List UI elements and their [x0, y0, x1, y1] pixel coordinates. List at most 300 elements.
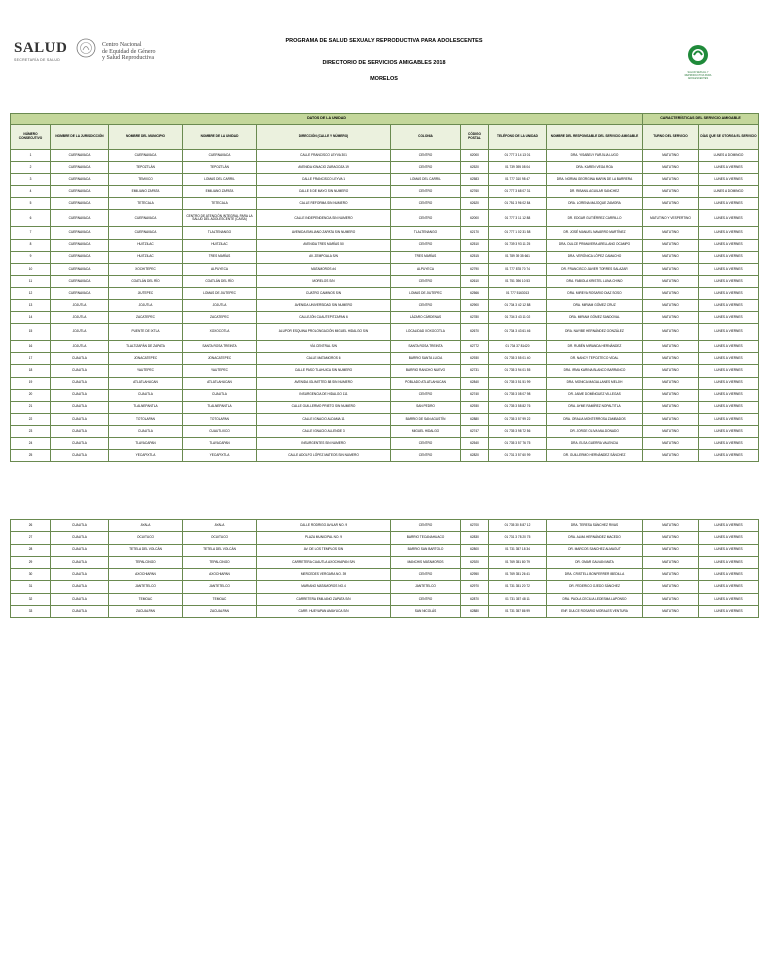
table-cell: CUERNAVACA [51, 198, 109, 210]
table-cell: 62731 [461, 365, 489, 377]
table-cell: 01 739 3 93 11 25 [489, 239, 547, 251]
table-cell: CALLE MATAMOROS 6 [257, 353, 391, 365]
table-cell: AYALA [109, 520, 183, 532]
table-cell: DRA. FABIOLA KRISTEL LUNA CHINO [547, 275, 643, 287]
table-cell: CUERNAVACA [51, 227, 109, 239]
table-cell: LUNES A VIERNES [699, 520, 759, 532]
table-cell: XOCHITEPEC [109, 263, 183, 275]
table-cell: TEMOAC [109, 593, 183, 605]
table-cell: TETECALA [109, 198, 183, 210]
table-cell: CUAUTLA [51, 450, 109, 462]
table-cell: DR. NANCY TEPOZTECO VIDAL [547, 353, 643, 365]
table-cell: DRA. MONICA MAGALLANES MELJIH [547, 377, 643, 389]
table-cell: 62700 [461, 520, 489, 532]
table-cell: 62920 [461, 556, 489, 568]
table-cell: 22 [11, 413, 51, 425]
table-cell: 26 [11, 520, 51, 532]
column-header: DÍAS QUE SE OTORGA EL SERVICIO [699, 125, 759, 150]
table-cell: 62880 [461, 606, 489, 618]
table-cell: 62830 [461, 532, 489, 544]
table-cell: MATUTINO [643, 425, 699, 437]
table-cell: CALLE GUILLERMO PRIETO SIN NUMERO [257, 401, 391, 413]
table-cell: TETELA DEL VOLCÁN [183, 544, 257, 556]
adolescent-program-logo [684, 44, 712, 80]
adolescent-program-icon [684, 44, 712, 66]
table-cell: TETELA DEL VOLCÁN [109, 544, 183, 556]
table-cell: LOMAS DE JIUTEPEC [391, 287, 461, 299]
table-cell: MATUTINO [643, 162, 699, 174]
table-cell: 21 [11, 401, 51, 413]
table-cell: BARRIO TECANAHUACO [391, 532, 461, 544]
table-cell: 01 735 3 51 51 99 [489, 377, 547, 389]
table-cell: LUNES A VIERNES [699, 389, 759, 401]
table-cell: MATUTINO [643, 239, 699, 251]
table-cell: AVENIDA EMILIANO ZAPATA SIN NUMERO [257, 227, 391, 239]
table-cell: 5 [11, 198, 51, 210]
table-cell: DRA. DULCE PRIMAVERA ARELLANO OCAMPO [547, 239, 643, 251]
table-cell: EMILIANO ZAPATA [109, 186, 183, 198]
table-cell: AVENIDA IGNACIO ZARAGOZA 19 [257, 162, 391, 174]
table-cell: 01 731 357 48 11 [489, 593, 547, 605]
table-cell: DR. GUILLERMO HERNÁNDEZ SÁNCHEZ [547, 450, 643, 462]
salud-logo-word: SALUD [14, 40, 68, 56]
column-header: TELÉFONO DE LA UNIDAD [489, 125, 547, 150]
table-cell: 62747 [461, 425, 489, 437]
table-cell: 62880 [461, 413, 489, 425]
table-cell: 01 735 3 94 01 55 [489, 365, 547, 377]
table-cell: CENTRO [391, 300, 461, 312]
table-cell: LUNES A DOMINGO [699, 186, 759, 198]
table-cell: EMILIANO ZAPATA [183, 186, 257, 198]
column-header: CÓDIGO POSTAL [461, 125, 489, 150]
table-cell: CALLE ADOLFO LÓPEZ MATEOS SIN NUMERO [257, 450, 391, 462]
table-cell: 62790 [461, 263, 489, 275]
table-cell: ALUPOR ESQUINA PROLONGACIÓN MIGUEL HIDALGO S/N [257, 324, 391, 341]
table-cell: 01 735 30 8 87 12 [489, 520, 547, 532]
table-cell: DRA. MIRIAM GÓMEZ SANDOVAL [547, 312, 643, 324]
table-cell: TLAYACAPAN [183, 437, 257, 449]
table-cell: CUERNAVACA [183, 150, 257, 162]
table-row [11, 162, 759, 174]
table-row [11, 275, 759, 287]
table-cell: 32 [11, 593, 51, 605]
table-row [11, 312, 759, 324]
table-cell: 62620 [461, 198, 489, 210]
table-cell: TLALTENANGO [183, 227, 257, 239]
table-cell: BARRIO DE SAN AGUSTÍN [391, 413, 461, 425]
table-cell: DRA. AYME RAMÍREZ NOPALTITLA [547, 401, 643, 413]
table-cell: 8 [11, 239, 51, 251]
table-cell: AYALA [183, 520, 257, 532]
table-cell: 01 789 39 35 661 [489, 251, 547, 263]
table-cell: LUNES A DOMINGO [699, 150, 759, 162]
table-cell: JONACATEPEC [109, 353, 183, 365]
table-cell: CALLE REFORMA SIN NUMERO [257, 198, 391, 210]
table-cell: 62583 [461, 174, 489, 186]
table-cell: BARRIO RANCHO NUEVO [391, 365, 461, 377]
table-cell: MATUTINO [643, 263, 699, 275]
table-cell: 4 [11, 186, 51, 198]
table-cell: CUERNAVACA [109, 150, 183, 162]
table-cell: JONACATEPEC [183, 353, 257, 365]
table-cell: DRA. VERÓNICA LÓPEZ CAMACHO [547, 251, 643, 263]
table-cell: MATUTINO [643, 312, 699, 324]
table-cell: 62566 [461, 287, 489, 299]
table-cell: LUNES A VIERNES [699, 198, 759, 210]
table-cell: 62610 [461, 275, 489, 287]
table-cell: SANTA ROSA TREINTA [391, 341, 461, 353]
table-cell: TRES MARÍAS [391, 251, 461, 263]
gov-line: Centro Nacional [102, 42, 142, 48]
table-cell: 01 777 3 14 13 01 [489, 150, 547, 162]
table-cell: ZACUALPAN [183, 606, 257, 618]
table-cell: 62840 [461, 377, 489, 389]
table-cell: PLAZA MUNICIPAL NO. 9 [257, 532, 391, 544]
table-cell: TLALTENANGO [391, 227, 461, 239]
table-cell: CALLE INDEPENDENCIA SIN NUMERO [257, 210, 391, 227]
table-cell: CARR. HUEYAPAN AMAYUCA S/N [257, 606, 391, 618]
table-cell: ALPUYECA [183, 263, 257, 275]
table-cell: BARRIO SAN BARTOLO [391, 544, 461, 556]
table-cell: 01 739 395 08 04 [489, 162, 547, 174]
table-cell: 62520 [461, 162, 489, 174]
table-row [11, 413, 759, 425]
table-cell: CALLE FRANCISCO LEYVA 301 [257, 150, 391, 162]
table-cell: CUERNAVACA [109, 210, 183, 227]
table-cell: MIGUEL HIDALGO [391, 425, 461, 437]
table-cell: 18 [11, 365, 51, 377]
table-cell: 01 731 3 78 20 75 [489, 532, 547, 544]
table-cell: 01 735 3 08 07 98 [489, 389, 547, 401]
table-row [11, 606, 759, 618]
table-cell: 1 [11, 150, 51, 162]
table-cell: LUNES A VIERNES [699, 413, 759, 425]
table-cell: LUNES A VIERNES [699, 353, 759, 365]
table-cell: MATUTINO [643, 413, 699, 425]
table-cell: TRES MARÍAS [183, 251, 257, 263]
column-header: NÚMERO CONSECUTIVO [11, 125, 51, 150]
table-cell: CUERNAVACA [51, 251, 109, 263]
table-cell: DR. RIBANIL AGUILAR SANCHEZ [547, 186, 643, 198]
table-cell: INSURGENCIA DE HIDALGO 111 [257, 389, 391, 401]
table-cell: DRA. MIRIAM GÓMEZ CRUZ [547, 300, 643, 312]
table-cell: 62900 [461, 300, 489, 312]
table-cell: LUNES A VIERNES [699, 532, 759, 544]
table-cell: MATUTINO [643, 437, 699, 449]
table-row [11, 150, 759, 162]
table-cell: LUNES A VIERNES [699, 251, 759, 263]
table-cell: 19 [11, 377, 51, 389]
table-cell: 01 734 3 43 61 46 [489, 324, 547, 341]
table-cell: AVENIDA UNIVERSIDAD SIN NUMERO [257, 300, 391, 312]
table-cell: 10 [11, 263, 51, 275]
table-cell: JOJUTLA [183, 300, 257, 312]
table-cell: HUITZILAC [109, 251, 183, 263]
table-cell: AXOCHIAPAN [109, 569, 183, 581]
table-cell: CUAUTLA [51, 556, 109, 568]
table-cell: DR. EDGAR GUTIÉRREZ CARRILLO [547, 210, 643, 227]
table-cell: POBLADO ATLATLAHUCAN [391, 377, 461, 389]
table-cell: 62170 [461, 227, 489, 239]
table-cell: CUERNAVACA [51, 150, 109, 162]
column-header: NOMBRE DEL RESPONSABLE DEL SERVICIO AMIGABLE [547, 125, 643, 150]
table-cell: 25 [11, 450, 51, 462]
table-cell: MATUTINO [643, 606, 699, 618]
table-cell: TLAYACAPAN [109, 437, 183, 449]
table-cell: AV. DE LOS TEMPLOS S/N [257, 544, 391, 556]
table-cell: 01 735 3 57 76 75 [489, 437, 547, 449]
table-cell: MANCHIS MATAMOROS [391, 556, 461, 568]
table-cell: LUNES A VIERNES [699, 581, 759, 593]
table-cell: INSURGENTES SIN NUMERO [257, 437, 391, 449]
table-cell: JOJUTLA [51, 341, 109, 353]
table-cell: CUERNAVACA [51, 162, 109, 174]
table-cell: ENF. DULCE ROSARIO MORALES VENTURA [547, 606, 643, 618]
table-cell: MATUTINO Y VESPERTINO [643, 210, 699, 227]
table-cell: 01 777 5163013 [489, 287, 547, 299]
table-cell: 01 734 3 43 11 02 [489, 312, 547, 324]
table-cell: CARRETERA CUAUTLA AXOCHIAPAN S/N [257, 556, 391, 568]
table-cell: SANTA ROSA TREINTA [183, 341, 257, 353]
table-cell: LUNES A VIERNES [699, 569, 759, 581]
table-cell: 2 [11, 162, 51, 174]
table-cell: 62515 [461, 251, 489, 263]
table-cell: SAN NICOLÁS [391, 606, 461, 618]
table-cell: TEPALCINGO [183, 556, 257, 568]
table-cell: 62510 [461, 239, 489, 251]
table-cell: CALLEJÓN CUAUTEPITZAPAN 6 [257, 312, 391, 324]
adolescent-program-caption: SALUD SEXUAL Y REPRODUCTIVA PARA ADOLESCENTES [684, 71, 712, 80]
table-cell: BARRIO SANTA LUCIA [391, 353, 461, 365]
table-cell: CUAUTLA [51, 520, 109, 532]
table-cell: MATUTINO [643, 174, 699, 186]
table-row [11, 437, 759, 449]
table-cell: CUERNAVACA [51, 263, 109, 275]
table-cell: DR. OMAR GALVAN MATA [547, 556, 643, 568]
table-cell: 01 734 37 81420 [489, 341, 547, 353]
table-cell: 9 [11, 251, 51, 263]
table-cell: LUNES A VIERNES [699, 162, 759, 174]
table-cell: 62000 [461, 210, 489, 227]
table-cell: LUNES A VIERNES [699, 341, 759, 353]
table-cell: 01 769 351 80 79 [489, 556, 547, 568]
table-cell: CUERNAVACA [51, 210, 109, 227]
table-cell: LUNES A VIERNES [699, 174, 759, 186]
table-cell: CENTRO [391, 162, 461, 174]
table-cell: DRA. PAOLA CECILIA LEDESMA LAPONSO [547, 593, 643, 605]
table-cell: 01 731 3 57 60 99 [489, 450, 547, 462]
table-cell: CENTRO [391, 239, 461, 251]
table-cell: VÍA CENTRAL S/N [257, 341, 391, 353]
table-row [11, 263, 759, 275]
table-cell: DRA. LORENA MAJOQUE ZAMORA [547, 198, 643, 210]
table-cell: CUAUTLA [51, 437, 109, 449]
services-table-page2 [10, 519, 759, 618]
table-cell: DR. JAIME DOMÍNGUEZ VILLEGAS [547, 389, 643, 401]
table-cell: CUAUTLA [183, 389, 257, 401]
table-cell: 23 [11, 425, 51, 437]
table-row [11, 227, 759, 239]
table-cell: LOMAS DE JIUTEPEC [183, 287, 257, 299]
table-cell: MATUTINO [643, 150, 699, 162]
table-cell: CENTRO [391, 210, 461, 227]
table-cell: DRA. NAYIBE HERNÁNDEZ GONZÁLEZ [547, 324, 643, 341]
table-cell: CENTRO [391, 150, 461, 162]
table-cell: 01 769 351 26 41 [489, 569, 547, 581]
table-cell: MATUTINO [643, 227, 699, 239]
table-cell: MATUTINO [643, 365, 699, 377]
table-cell: CUAUTLA [51, 413, 109, 425]
column-header: NOMBRE DE LA JURISDICCIÓN [51, 125, 109, 150]
table-cell: JANTETELCO [183, 581, 257, 593]
table-cell: 27 [11, 532, 51, 544]
table-cell: MARIANO MATAMOROS NO.4 [257, 581, 391, 593]
table-row [11, 520, 759, 532]
table-cell: PUENTE DE IXTLA [109, 324, 183, 341]
table-cell: TLALTIZAPÁN DE ZAPATA [109, 341, 183, 353]
table-cell: 30 [11, 569, 51, 581]
table-cell: MATUTINO [643, 556, 699, 568]
table-cell: 01 734 3 42 12 88 [489, 300, 547, 312]
table-cell: CUAUTLA [51, 377, 109, 389]
table-cell: TEPOZTLÁN [109, 162, 183, 174]
table-cell: 62670 [461, 324, 489, 341]
table-cell: 62930 [461, 401, 489, 413]
table-cell: CUERNAVACA [51, 287, 109, 299]
table-cell: MATUTINO [643, 251, 699, 263]
table-cell: CUERNAVACA [51, 275, 109, 287]
table-cell: CENTRO [391, 450, 461, 462]
table-cell: 01 751 3 96 02 84 [489, 198, 547, 210]
table-cell: TOTOLAPAN [183, 413, 257, 425]
table-cell: 62760 [461, 186, 489, 198]
table-cell: CENTRO DE ATENCIÓN INTEGRAL PARA LA SALUD DEL ADOLESCENTE (CAISA) [183, 210, 257, 227]
table-cell: DRA. ELSA GUERRA VALENCIA [547, 437, 643, 449]
table-cell: MATAMOROS #4 [257, 263, 391, 275]
table-cell: 31 [11, 581, 51, 593]
table-cell: TEPOZTLÁN [183, 162, 257, 174]
table-cell: LUNES A VIERNES [699, 324, 759, 341]
table-cell: AVENIDA TRES MARÍAS 50 [257, 239, 391, 251]
table-cell: JOJUTLA [51, 324, 109, 341]
table-cell: CALLE PASO TLAHUICA SIN NUMERO [257, 365, 391, 377]
table-row [11, 353, 759, 365]
table-cell: 01 731 351 20 72 [489, 581, 547, 593]
table-cell: DRA. TERESA SÁNCHEZ RIVAS [547, 520, 643, 532]
table-cell: JANTETELCO [109, 581, 183, 593]
table-cell: 62970 [461, 581, 489, 593]
table-cell: CUERNAVACA [109, 227, 183, 239]
table-cell: DR. JOSÉ MANUEL NAVARRO MARTÍNEZ [547, 227, 643, 239]
table-cell: MATUTINO [643, 544, 699, 556]
table-cell: CUAUTLA [51, 593, 109, 605]
salud-logo-sub: SECRETARÍA DE SALUD [14, 58, 61, 62]
table-cell: TEMOAC [183, 593, 257, 605]
table-row [11, 198, 759, 210]
table-cell: MATUTINO [643, 341, 699, 353]
gov-line: de Equidad de Género [102, 48, 156, 55]
table-cell: 01 735 3 98 72 56 [489, 425, 547, 437]
table-cell: 01 735 3 57 99 22 [489, 413, 547, 425]
table-cell: LUNES A VIERNES [699, 437, 759, 449]
table-cell: DRA. IRMA KARINA BLANCO BARRANCO [547, 365, 643, 377]
table-cell: DRA. ORALIA MONTERROSA ZAMBADOS [547, 413, 643, 425]
table-cell: LUNES A VIERNES [699, 401, 759, 413]
table-cell: 01 751 396 10 53 [489, 275, 547, 287]
column-header: COLONIA [391, 125, 461, 150]
table-cell: MATUTINO [643, 186, 699, 198]
table-cell: COATLÁN DEL RÍO [109, 275, 183, 287]
table-cell: OCUITUCO [183, 532, 257, 544]
table-cell: LUNES A VIERNES [699, 300, 759, 312]
table-cell: DRA. KAREN VEGA ROA [547, 162, 643, 174]
table-cell: JOJUTLA [51, 300, 109, 312]
table-cell: JOJUTLA [51, 312, 109, 324]
table-cell: 62740 [461, 389, 489, 401]
table-cell: 62800 [461, 544, 489, 556]
table-cell: SAN PEDRO [391, 401, 461, 413]
table-cell: 62930 [461, 353, 489, 365]
table-row [11, 450, 759, 462]
table-cell: YECAPIXTLA [109, 450, 183, 462]
table-row [11, 341, 759, 353]
table-cell: ZACATEPEC [183, 312, 257, 324]
table-row [11, 556, 759, 568]
table-cell: DRA. YISABELY FARJILIA LUGO [547, 150, 643, 162]
table-row [11, 569, 759, 581]
table-cell: 01 731 357 86 99 [489, 606, 547, 618]
table-cell: LUNES A VIERNES [699, 263, 759, 275]
table-cell: 62820 [461, 450, 489, 462]
table-cell: LUNES A VIERNES [699, 365, 759, 377]
table-cell: 15 [11, 324, 51, 341]
table-cell: CENTRO [391, 275, 461, 287]
table-cell: TEPALCINGO [109, 556, 183, 568]
table-cell: ALPUYECA [391, 263, 461, 275]
table-cell: LÁZARO CÁRDENAS [391, 312, 461, 324]
table-cell: MATUTINO [643, 401, 699, 413]
services-table-page1 [10, 113, 759, 462]
table-row [11, 324, 759, 341]
table-cell: CUAUTLA [51, 544, 109, 556]
table-cell: MATUTINO [643, 300, 699, 312]
table-cell: OCUITUCO [109, 532, 183, 544]
table-cell: MORELOS S/N [257, 275, 391, 287]
table-cell: DRA. CRISTELL BONFERRER IBEDILLA [547, 569, 643, 581]
table-cell: ZACUALPAN [109, 606, 183, 618]
table-row [11, 186, 759, 198]
gov-agency-text [102, 42, 155, 62]
table-cell: MATUTINO [643, 532, 699, 544]
table-cell: LUNES A VIERNES [699, 275, 759, 287]
table-cell: 62870 [461, 593, 489, 605]
table-cell: 62780 [461, 312, 489, 324]
table-cell: LOCALIDAD XOXOCOTLA [391, 324, 461, 341]
table-cell: 01 735 3 58 82 76 [489, 401, 547, 413]
table-cell: CUAUTLIXCO [183, 425, 257, 437]
table-cell: 17 [11, 353, 51, 365]
table-cell: 62540 [461, 437, 489, 449]
table-cell: CUAUTLA [51, 569, 109, 581]
table-cell: ATLATLAHUCAN [183, 377, 257, 389]
table-cell: 01 777 878 70 74 [489, 263, 547, 275]
table-cell: 01 777 1 02 31 58 [489, 227, 547, 239]
table-cell: CUATRO CAMINOS S/N [257, 287, 391, 299]
table-row [11, 532, 759, 544]
table-row [11, 251, 759, 263]
table-cell: 62772 [461, 341, 489, 353]
table-cell: COATLÁN DEL RÍO [183, 275, 257, 287]
